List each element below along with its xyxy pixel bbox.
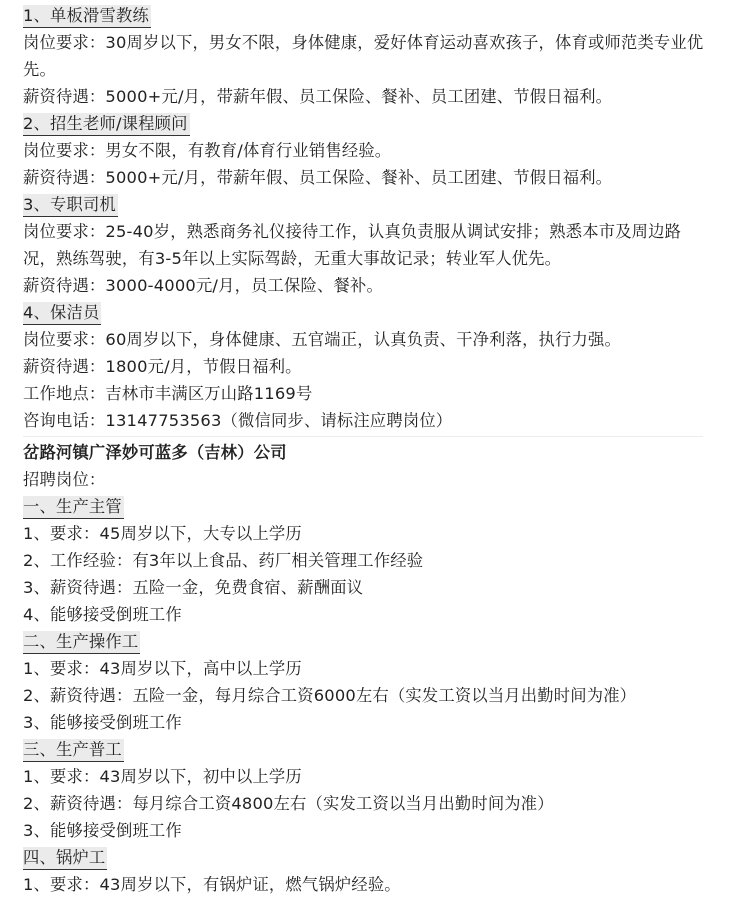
contact-phone: 咨询电话：13147753563（微信同步、请标注应聘岗位） [23,411,453,430]
list-item: 1、要求：43周岁以下，初中以上学历 [23,767,302,786]
list-item: 2、薪资待遇：五险一金，每月综合工资6000左右（实发工资以当月出勤时间为准） [23,686,637,705]
job-heading-production-supervisor: 一、生产主管 [23,496,124,519]
company-name: 岔路河镇广泽妙可蓝多（吉林）公司 [23,443,287,462]
job-requirement: 岗位要求：30周岁以下，男女不限，身体健康，爱好体育运动喜欢孩子，体育或师范类专业优先。 [23,33,704,79]
list-item: 1、要求：43周岁以下，有锅炉证，燃气锅炉经验。 [23,875,401,894]
job-heading-general-worker: 三、生产普工 [23,739,124,762]
job-salary: 薪资待遇：5000+元/月，带薪年假、员工保险、餐补、员工团建、节假日福利。 [23,87,613,106]
section-divider [23,436,703,437]
list-item: 2、工作经验：有3年以上食品、药厂相关管理工作经验 [23,551,424,570]
job-salary: 薪资待遇：3000-4000元/月，员工保险、餐补。 [23,276,383,295]
work-location: 工作地点：吉林市丰满区万山路1169号 [23,384,313,403]
list-item: 1、要求：43周岁以下，高中以上学历 [23,659,302,678]
job-requirement: 岗位要求：60周岁以下，身体健康、五官端正，认真负责、干净利落，执行力强。 [23,330,621,349]
job-heading-driver: 3、专职司机 [23,194,118,217]
list-item: 3、能够接受倒班工作 [23,821,182,840]
job-heading-boiler-operator: 四、锅炉工 [23,847,107,870]
job-heading-production-operator: 二、生产操作工 [23,631,140,654]
list-item: 4、能够接受倒班工作 [23,605,182,624]
job-heading-enrollment-advisor: 2、招生老师/课程顾问 [23,113,190,136]
list-item: 2、薪资待遇：每月综合工资4800左右（实发工资以当月出勤时间为准） [23,794,554,813]
job-requirement: 岗位要求：25-40岁，熟悉商务礼仪接待工作，认真负责服从调试安排；熟悉本市及周边路况，熟练驾驶，有3-5年以上实际驾龄，无重大事故记录；转业军人优先。 [23,222,682,268]
list-item: 1、要求：45周岁以下，大专以上学历 [23,524,302,543]
job-requirement: 岗位要求：男女不限，有教育/体育行业销售经验。 [23,141,392,160]
job-heading-cleaner: 4、保洁员 [23,302,101,325]
list-item: 3、薪资待遇：五险一金，免费食宿、薪酬面议 [23,578,364,597]
job-salary: 薪资待遇：1800元/月，节假日福利。 [23,357,302,376]
positions-label: 招聘岗位： [23,470,106,489]
job-salary: 薪资待遇：5000+元/月，带薪年假、员工保险、餐补、员工团建、节假日福利。 [23,168,613,187]
job-heading-snowboard-coach: 1、单板滑雪教练 [23,5,151,28]
list-item: 3、能够接受倒班工作 [23,713,182,732]
